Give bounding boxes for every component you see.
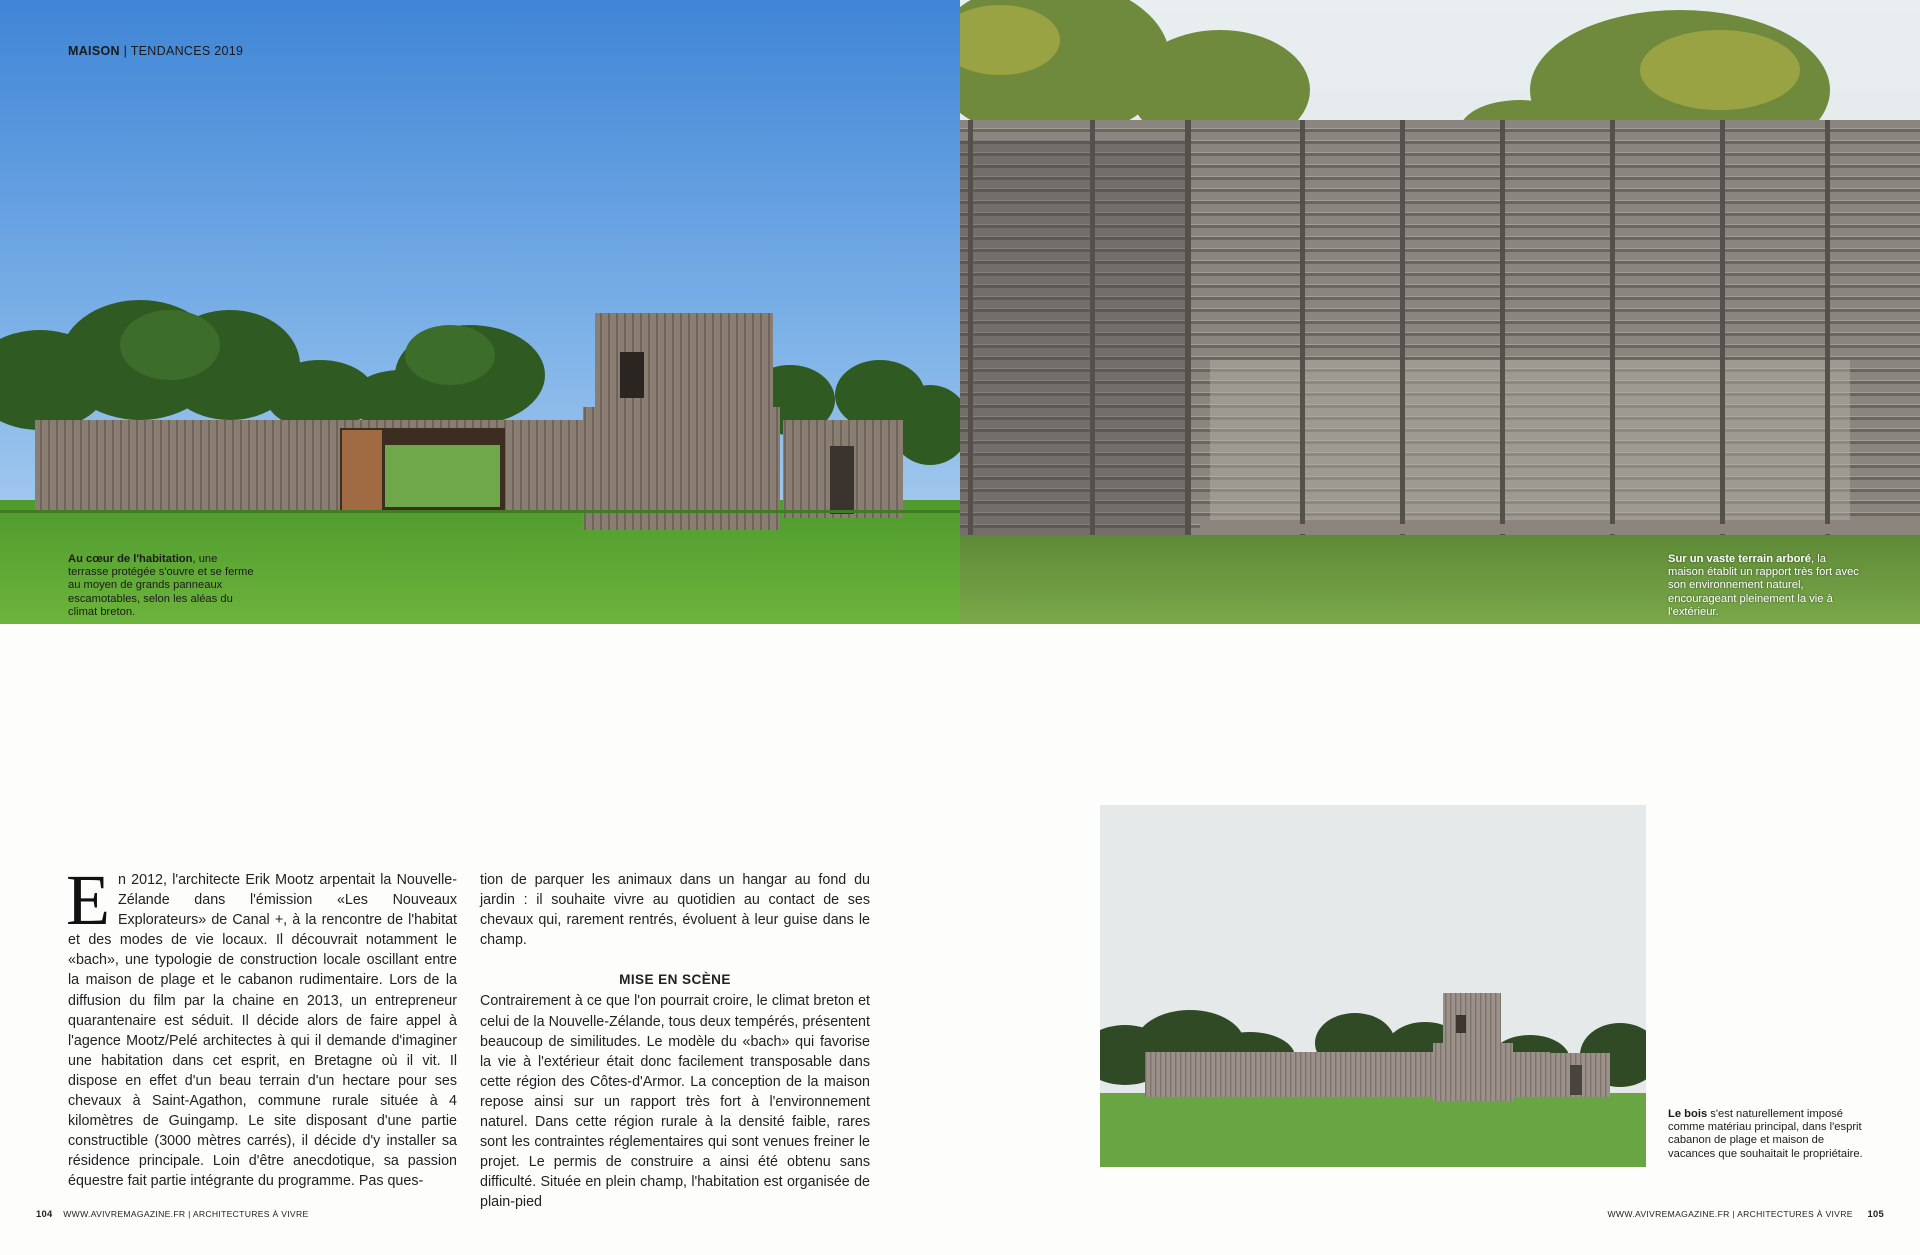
photo-house-field <box>0 0 960 624</box>
caption-right-text: , la maison établit un rapport très fort avec son environnement naturel, encourageant pleinement la vie à l'extérieur. <box>1668 553 1859 618</box>
article-paragraph-2: tion de parquer les animaux dans un hangar au fond du jardin : il souhaite vivre au quotidien au contact de ses chevaux qui, rarement rentrés, évoluent à leur guise dans le champ. <box>480 872 870 949</box>
page-number-left: 104 <box>36 1208 53 1219</box>
footer-left-text: WWW.AVIVREMAGAZINE.FR | ARCHITECTURES À VIVRE <box>63 1209 309 1219</box>
dropcap: E <box>66 860 110 940</box>
caption-bottom-text: s'est naturellement imposé comme matériau principal, dans l'esprit cabanon de plage et maison de vacances que souhaitait le propriétaire. <box>1668 1108 1863 1160</box>
photo-timber-facade <box>960 0 1920 624</box>
caption-left <box>68 553 258 619</box>
section-subhead: MISE EN SCÈNE <box>619 972 731 988</box>
footer-right <box>1608 1208 1885 1219</box>
article-column-1 <box>66 860 457 1192</box>
footer-right-text: WWW.AVIVREMAGAZINE.FR | ARCHITECTURES À VIVRE <box>1607 1209 1853 1219</box>
page-number-right: 105 <box>1867 1208 1884 1219</box>
caption-bottom <box>1668 1108 1863 1161</box>
article-column-2 <box>480 870 870 1213</box>
caption-right <box>1668 553 1863 619</box>
running-header <box>68 44 243 58</box>
photo-house-overcast <box>1100 805 1646 1167</box>
header-section: MAISON <box>68 44 120 58</box>
caption-bottom-lead: Le bois <box>1668 1108 1708 1120</box>
header-topic: TENDANCES 2019 <box>130 44 244 58</box>
caption-right-lead: Sur un vaste terrain arboré <box>1668 553 1812 565</box>
article-paragraph-3: Contrairement à ce que l'on pourrait croire, le climat breton et celui de la Nouvelle-Zélande, tous deux tempérés, présentent beaucoup de similitudes. Le modèle du «bach» qui favorise la vie à l'extérieur était donc facilement transposable dans cette région des Côtes-d'Armor. La conception de la maison repose ainsi sur un rapport très fort à l'environnement naturel. Dans cette région rurale à la densité faible, rares sont les contraintes réglementaires qui sont venues freiner le projet. Le permis de construire a ainsi été obtenu sans difficulté. Située en plein champ, l'habitation est organisée de plain-pied <box>480 993 870 1211</box>
caption-left-text: , une terrasse protégée s'ouvre et se ferme au moyen de grands panneaux escamotables, selon les aléas du climat breton. <box>68 553 254 618</box>
header-separator: | <box>123 44 128 58</box>
footer-left <box>36 1208 309 1219</box>
article-paragraph-1: n 2012, l'architecte Erik Mootz arpentait la Nouvelle-Zélande dans l'émission «Les Nouveaux Explorateurs» de Canal +, à la rencontre de l'habitat et des modes de vie locaux. Il découvrait notamment le «bach», une typologie de construction locale oscillant entre la maison de plage et le cabanon rudimentaire. Lors de la diffusion du film par la chaine en 2013, un entrepreneur quarantenaire est séduit. Il décide alors de faire appel à l'agence Mootz/Pelé architectes à qui il demande d'imaginer une habitation dans cet esprit, en Bretagne où il vit. Il dispose en effet d'un beau terrain d'un hectare pour ses chevaux à Saint-Agathon, commune rurale située à 4 kilomètres de Guingamp. Le site disposant d'une partie constructible (3000 mètres carrés), il décide d'y installer sa résidence principale. Loin d'être anecdotique, sa passion équestre fait partie intégrante du programme. Pas ques- <box>68 872 457 1190</box>
caption-left-lead: Au cœur de l'habitation <box>68 553 193 565</box>
